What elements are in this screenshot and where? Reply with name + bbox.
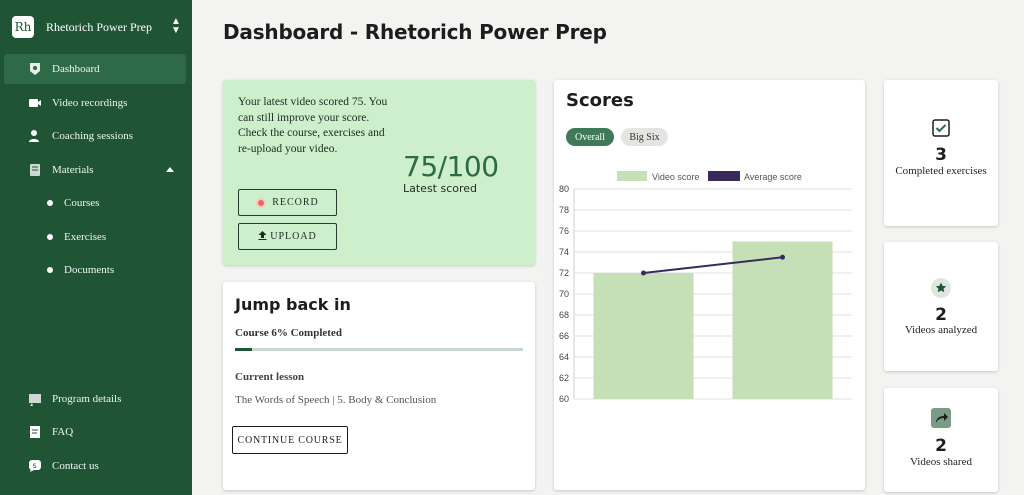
sidebar-subitem-label: Exercises [64, 231, 107, 243]
y-tick-label: 72 [558, 268, 569, 278]
bullet-icon [47, 234, 53, 240]
scores-title: Scores [566, 90, 634, 111]
chat-icon [28, 459, 42, 473]
y-tick-label: 78 [558, 205, 569, 215]
sidebar-subitem-label: Courses [64, 197, 100, 209]
stat-label: Videos analyzed [904, 324, 978, 336]
y-tick-label: 80 [558, 184, 569, 194]
sidebar-item-label: FAQ [52, 426, 74, 438]
y-tick-label: 62 [558, 373, 569, 383]
stat-label: Completed exercises [895, 165, 987, 177]
stat-value: 2 [935, 436, 947, 456]
upload-icon [258, 231, 267, 243]
book-icon [28, 163, 42, 177]
bullet-icon [47, 267, 53, 273]
record-icon [256, 198, 266, 208]
record-button-label: RECORD [272, 197, 319, 208]
latest-score-message: Your latest video scored 75. You can still improve your score. Check the course, exercises and re-upload your video. [238, 96, 388, 155]
y-tick-label: 60 [558, 394, 569, 404]
stat-value: 3 [935, 145, 947, 165]
sidebar-item-label: Video recordings [52, 97, 128, 109]
document-icon [28, 425, 42, 439]
sidebar-item-materials[interactable] [4, 155, 186, 185]
tab-big-six[interactable]: Big Six [621, 128, 668, 146]
y-tick-label: 74 [558, 247, 569, 257]
latest-score-value: 75/100 [403, 150, 499, 183]
sidebar-subitem-documents[interactable] [4, 256, 186, 284]
chevron-updown-icon[interactable]: ▲ ▼ [171, 16, 181, 36]
share-icon [931, 408, 951, 428]
current-lesson-label: Current lesson [235, 371, 305, 383]
sidebar-subitem-courses[interactable] [4, 189, 186, 217]
chevron-up-icon[interactable] [166, 167, 174, 172]
brand-switcher[interactable] [12, 10, 187, 44]
sidebar-item-coaching-sessions[interactable] [4, 121, 186, 151]
y-tick-label: 64 [558, 352, 569, 362]
stat-value: 2 [935, 305, 947, 325]
bullet-icon [47, 200, 53, 206]
jump-back-in-card [223, 282, 535, 490]
sidebar-item-label: Program details [52, 393, 122, 405]
legend-label-average-score: Average score [744, 172, 802, 182]
tab-overall[interactable]: Overall [566, 128, 614, 146]
y-tick-label: 68 [558, 310, 569, 320]
y-tick-label: 76 [558, 226, 569, 236]
video-camera-icon [28, 96, 42, 110]
sidebar [0, 0, 192, 495]
point-average-score [641, 271, 646, 276]
sidebar-item-contact-us[interactable] [4, 451, 186, 481]
sidebar-item-label: Contact us [52, 460, 99, 472]
continue-course-button[interactable]: CONTINUE COURSE [232, 426, 348, 454]
legend-swatch-video-score [617, 171, 647, 181]
upload-button[interactable] [238, 223, 337, 250]
jump-back-in-title: Jump back in [235, 295, 351, 314]
record-button[interactable] [238, 189, 337, 216]
sidebar-item-dashboard[interactable] [4, 54, 186, 84]
latest-score-label: Latest scored [403, 182, 478, 195]
page-title: Dashboard - Rhetorich Power Prep [223, 20, 607, 44]
course-progress-label: Course 6% Completed [235, 327, 342, 339]
stat-card-videos-shared [884, 388, 998, 492]
brand-logo: Rh [12, 16, 34, 38]
stat-card-completed-exercises [884, 80, 998, 226]
sidebar-item-faq[interactable] [4, 417, 186, 447]
svg-text:s: s [32, 461, 37, 470]
info-icon [28, 392, 42, 406]
y-tick-label: 66 [558, 331, 569, 341]
current-lesson-title[interactable]: The Words of Speech | 5. Body & Conclusion [235, 394, 437, 406]
course-progress-fill [235, 348, 252, 351]
y-tick-label: 70 [558, 289, 569, 299]
shield-icon [28, 62, 42, 76]
legend-label-video-score: Video score [652, 172, 700, 182]
course-progress-bar [235, 348, 523, 351]
person-icon [28, 129, 42, 143]
sidebar-item-program-details[interactable] [4, 384, 186, 414]
latest-score-card [223, 80, 535, 265]
upload-button-label: UPLOAD [270, 231, 317, 242]
sidebar-item-label: Dashboard [52, 63, 100, 75]
sidebar-subitem-label: Documents [64, 264, 115, 276]
sidebar-subitem-exercises[interactable] [4, 223, 186, 251]
stat-card-videos-analyzed [884, 242, 998, 371]
stat-label: Videos shared [910, 456, 972, 468]
scores-chart [554, 166, 865, 406]
brand-name: Rhetorich Power Prep [46, 19, 152, 34]
bar-video-score [593, 273, 693, 399]
checkbox-icon [931, 118, 951, 138]
sidebar-item-label: Materials [52, 164, 94, 176]
point-average-score [780, 255, 785, 260]
scores-card [554, 80, 865, 490]
sidebar-item-video-recordings[interactable] [4, 88, 186, 118]
star-icon [931, 278, 951, 298]
bar-video-score [732, 242, 832, 400]
sidebar-item-label: Coaching sessions [52, 130, 133, 142]
legend-swatch-average-score [708, 171, 740, 181]
